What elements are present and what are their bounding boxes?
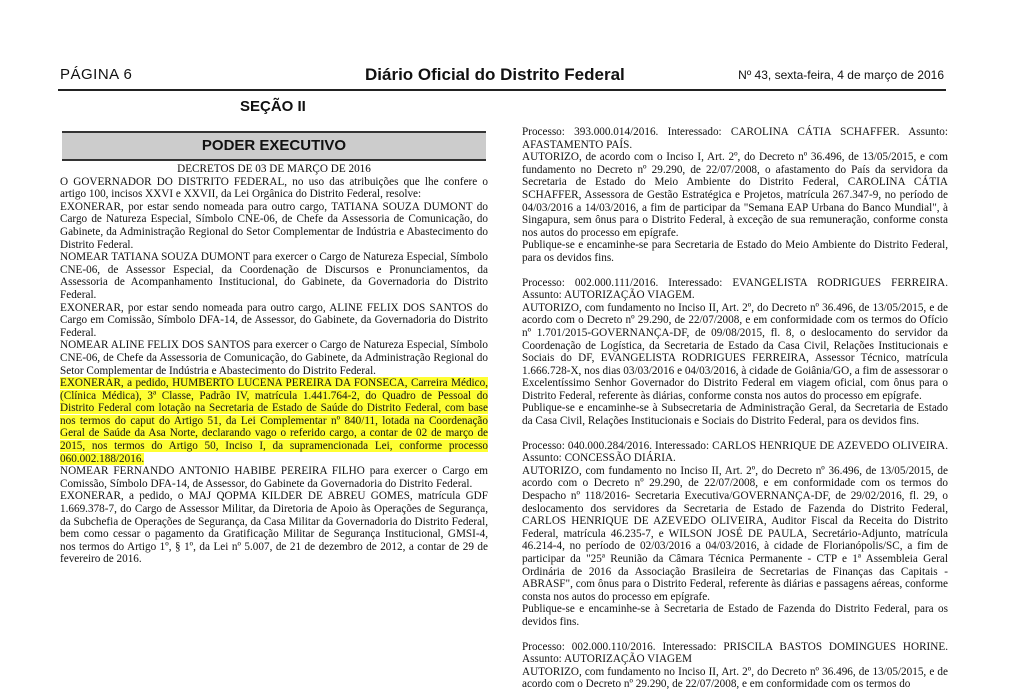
paragraph: EXONERAR, a pedido, o MAJ QOPMA KILDER DE ABREU GOMES, matrícula GDF 1.669.378-7, do Cargo de Assessor Militar, da Diretoria de Apoio às Operações de Segurança, da Subchefia de Operações de Segurança, da Casa Militar da Governadoria do Distrito Federal, bem como cessar o pagamento da Gratificação Militar de Segurança Institucional, GMSI-4, nos termos do Artigo 1º, § 1º, da Lei nº 5.007, de 21 de dezembro de 2012, a contar de 29 de fevereiro de 2016. xyxy=(60,490,488,566)
spacer xyxy=(522,629,948,641)
process-body: AUTORIZO, com fundamento no Inciso II, Art. 2º, do Decreto nº 36.496, de 13/05/2015, de acordo com o Decreto nº 29.290, de 22/07/2008, e em conformidade com os termos do Despacho nº 118/2016- Secretaria Executiva/GOVERNANÇA-DF, de 29/02/2016, fl. 29, o deslocamento dos servidores da Secretaria de Estado de Fazenda do Distrito Federal, CARLOS HENRIQUE DE AZEVEDO OLIVEIRA, Auditor Fiscal da Receita do Distrito Federal, matrícula 46.235-7, e WILSON JOSÉ DE PAULA, Secretário-Adjunto, matrícula 46.214-4, no período de 02/03/2016 a 04/03/2016, à cidade de Florianópolis/SC, a fim de participar da "25ª Reunião da Câmara Técnica Permanente - CTP e 1ª Assembleia Geral Ordinária de 2016 da Associação Brasileira de Secretarias de Finanças das Capitais - ABRASF", com ônus para o Distrito Federal, referente às diárias e passagens aéreas, conforme consta nos autos do processo em epígrafe. xyxy=(522,464,948,603)
process-body: AUTORIZO, com fundamento no Inciso II, Art. 2º, do Decreto nº 36.496, de 13/05/2015, e de acordo com o Decreto nº 29.290, de 22/07/2008, e em conformidade com os termos do xyxy=(522,665,948,691)
decree-heading: DECRETOS DE 03 DE MARÇO DE 2016 xyxy=(177,163,371,175)
process-body: AUTORIZO, de acordo com o Inciso I, Art. 2º, do Decreto nº 36.496, de 13/05/2015, e com fundamento no Decreto nº 29.290, de 22/07/2008, o afastamento do País da servidora da Secretaria de Estado do Meio Ambiente do Distrito Federal, CAROLINA CÁTIA SCHAFFER, Assessora de Gestão Estratégica e Projetos, matrícula 267.347-9, no período de 04/03/2016 a 14/03/2016, a fim de participar da "Semana EAP Urbana do Banco Mundial", à Singapura, sem ônus para o Distrito Federal, à exceção de sua remuneração, conforme consta nos autos do processo em epígrafe. xyxy=(522,151,948,239)
spacer xyxy=(522,265,948,277)
paragraph: EXONERAR, por estar sendo nomeada para outro cargo, TATIANA SOUZA DUMONT do Cargo de Natureza Especial, Símbolo CNE-06, de Chefe da Assessoria de Comunicação, do Gabinete, da Administração Regional do Setor Complementar de Indústria e Abastecimento do Distrito Federal. xyxy=(60,200,488,251)
page-header xyxy=(0,66,1024,86)
process-head: Processo: 002.000.110/2016. Interessado: PRISCILA BASTOS DOMINGUES HORINE. Assunto: AUTORIZAÇÃO VIAGEM xyxy=(522,640,948,666)
power-banner: PODER EXECUTIVO xyxy=(62,131,486,161)
paragraph: EXONERAR, por estar sendo nomeada para outro cargo, ALINE FELIX DOS SANTOS do Cargo em Comissão, Símbolo DFA-14, de Assessor, do Gabinete, da Governadoria do Distrito Federal. xyxy=(60,301,488,339)
process-body: AUTORIZO, com fundamento no Inciso II, Art. 2º, do Decreto nº 36.496, de 13/05/2015, e de acordo com o Decreto nº 29.290, de 22/07/2008, e em conformidade com os termos do Ofício nº 1.701/2015-GOVERNANÇA-DF, de 09/08/2015, fl. 8, o deslocamento do servidor da Coordenação de Logística, da Secretaria de Estado da Casa Civil, Relações Institucionais e Sociais do DF, EVANGELISTA RODRIGUES FERREIRA, Assessor Técnico, matrícula 1.666.728-X, nos dias 03/03/2016 e 04/03/2016, à cidade de Goiânia/GO, a fim de assessorar o Excelentíssimo Senhor Governador do Distrito Federal em viagem oficial, com ônus para o Distrito Federal, referente às diárias, conforme consta nos autos do processo em epígrafe. xyxy=(522,301,948,402)
paragraph: NOMEAR ALINE FELIX DOS SANTOS para exercer o Cargo de Natureza Especial, Símbolo CNE-06, de Chefe da Assessoria de Comunicação, do Gabinete, da Administração Regional do Setor Complementar de Indústria e Abastecimento do Distrito Federal. xyxy=(60,339,488,377)
header-rule xyxy=(58,89,946,91)
process-foot: Publique-se e encaminhe-se para Secretaria de Estado do Meio Ambiente do Distrito Federal, para os devidos fins. xyxy=(522,239,948,264)
right-column xyxy=(522,126,948,691)
highlighted-paragraph xyxy=(60,377,488,465)
highlight-text: EXONERAR, a pedido, HUMBERTO LUCENA PEREIRA DA FONSECA, Carreira Médico, (Clínica Médica), 3ª Classe, Padrão IV, matrícula 1.441.764-2, do Quadro de Pessoal do Distrito Federal com lotação na Secretaria de Estado de Saúde do Distrito Federal, com base nos termos do caput do Artigo 51, da Lei Complementar nº 840/11, lotada na Coordenação Geral de Saúde da Asa Norte, declarando vago o referido cargo, a contar de 02 de março de 2015, nos termos do Artigo 50, Inciso I, da supramencionada Lei, conforme processo 060.002.188/2016. xyxy=(60,377,488,465)
issue-info: Nº 43, sexta-feira, 4 de março de 2016 xyxy=(738,68,944,82)
process-foot: Publique-se e encaminhe-se à Secretaria de Estado de Fazenda do Distrito Federal, para os devidos fins. xyxy=(522,603,948,628)
section-title: SEÇÃO II xyxy=(240,98,306,115)
process-foot: Publique-se e encaminhe-se à Subsecretaria de Administração Geral, da Secretaria de Estado da Casa Civil, Relações Institucionais e Sociais do Distrito Federal, para os devidos fins. xyxy=(522,402,948,428)
paragraph: NOMEAR FERNANDO ANTONIO HABIBE PEREIRA FILHO para exercer o Cargo em Comissão, Símbolo DFA-14, de Assessor, do Gabinete da Governadoria do Distrito Federal. xyxy=(60,465,488,490)
paragraph: NOMEAR TATIANA SOUZA DUMONT para exercer o Cargo de Natureza Especial, Símbolo CNE-06, de Assessor Especial, da Coordenação de Discursos e Pronunciamentos, da Assessoria de Acompanhamento Institucional, do Gabinete, da Governadoria do Distrito Federal. xyxy=(60,251,488,301)
page-number: PÁGINA 6 xyxy=(60,66,133,83)
process-head: Processo: 002.000.111/2016. Interessado: EVANGELISTA RODRIGUES FERREIRA. Assunto: AUTORIZAÇÃO VIAGEM. xyxy=(522,276,948,302)
process-head: Processo: 393.000.014/2016. Interessado: CAROLINA CÁTIA SCHAFFER. Assunto: AFASTAMENTO PAÍS. xyxy=(522,126,948,151)
process-head: Processo: 040.000.284/2016. Interessado: CARLOS HENRIQUE DE AZEVEDO OLIVEIRA. Assunto: CONCESSÃO DIÁRIA. xyxy=(522,439,948,465)
left-column xyxy=(60,163,488,566)
paragraph: O GOVERNADOR DO DISTRITO FEDERAL, no uso das atribuições que lhe confere o artigo 100, incisos XXVI e XXVII, da Lei Orgânica do Distrito Federal, resolve: xyxy=(60,175,488,201)
publication-title: Diário Oficial do Distrito Federal xyxy=(365,65,625,84)
spacer xyxy=(522,428,948,440)
